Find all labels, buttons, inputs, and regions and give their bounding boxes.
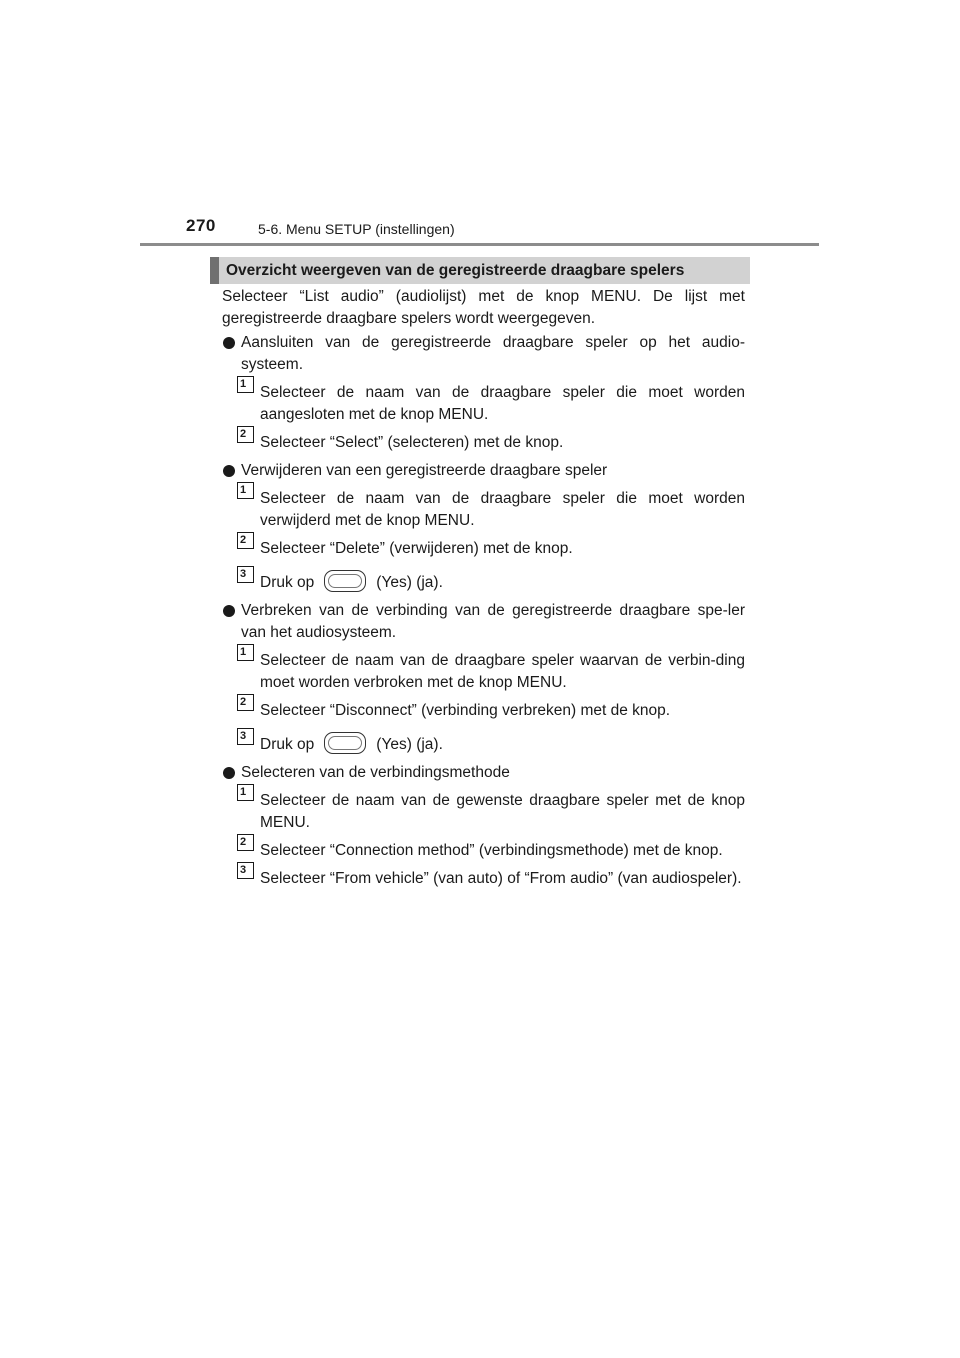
step-number-badge: 3 [237,862,254,879]
bullet-dot-icon [223,465,235,477]
step-text-before: Druk op [260,574,315,592]
step-item [222,534,745,560]
step-text: Selecteer “Select” (selecteren) met de knop. [260,434,564,451]
step-number-badge: 2 [237,532,254,549]
step-number-badge: 2 [237,426,254,443]
step-text: Selecteer “Disconnect” (verbinding verbreken) met de knop. [260,702,671,720]
step-item [222,646,745,694]
header-divider [140,243,819,246]
bullet-dot-icon [223,767,235,779]
intro-paragraph: Selecteer “List audio” (audiolijst) met de knop MENU. De lijst met geregistreerde draagbare spelers wordt weergegeven. [222,288,745,327]
step-number-badge: 1 [237,644,254,661]
step-number-badge: 2 [237,834,254,851]
step-number-badge: 1 [237,482,254,499]
bullet-item [222,762,745,784]
step-item [222,864,745,890]
bullet-dot-icon [223,337,235,349]
content-body [222,286,745,896]
instruction-group [222,460,745,594]
step-number-badge: 3 [237,566,254,583]
instruction-group [222,762,745,890]
step-item [222,568,745,594]
step-text: Selecteer de naam van de draagbare speler die moet worden verwijderd met de knop MENU. [260,490,745,529]
step-item [222,836,745,862]
bullet-text: Aansluiten van de geregistreerde draagbare speler op het audio-systeem. [241,334,745,373]
page-header [0,0,960,250]
section-label: 5-6. Menu SETUP (instellingen) [258,221,455,237]
step-text: Selecteer “Connection method” (verbindingsmethode) met de knop. [260,842,723,860]
step-text: Selecteer “From vehicle” (van auto) of “From audio” (van audiospeler). [260,870,742,888]
step-text: Selecteer de naam van de gewenste draagbare speler met de knop MENU. [260,792,745,832]
page-number: 270 [186,216,216,235]
step-text-after: (Yes) (ja). [376,574,443,592]
yes-button-icon [324,570,366,592]
instruction-group [222,600,745,756]
step-number-badge: 1 [237,784,254,801]
bullet-item [222,332,745,376]
bullet-text: Verbreken van de verbinding van de geregistreerde draagbare spe-ler van het audiosysteem. [241,602,745,642]
step-item [222,378,745,426]
step-item [222,786,745,834]
yes-button-icon [324,732,366,754]
step-text: Selecteer de naam van de draagbare speler waarvan de verbin-ding moet worden verbroken met de knop MENU. [260,652,745,692]
bullet-item [222,460,745,482]
step-number-badge: 1 [237,376,254,393]
section-title: Overzicht weergeven van de geregistreerde draagbare spelers [210,257,750,284]
step-number-badge: 2 [237,694,254,711]
step-text-before: Druk op [260,736,315,754]
step-number-badge: 3 [237,728,254,745]
step-text: Selecteer “Delete” (verwijderen) met de knop. [260,540,573,557]
step-item [222,484,745,532]
bullet-text: Verwijderen van een geregistreerde draagbare speler [241,462,608,479]
step-item [222,696,745,722]
step-text: Selecteer de naam van de draagbare speler die moet worden aangesloten met de knop MENU. [260,384,745,423]
bullet-dot-icon [223,605,235,617]
step-item [222,730,745,756]
step-text-after: (Yes) (ja). [376,736,443,754]
bullet-text: Selecteren van de verbindingsmethode [241,764,510,782]
bullet-item [222,600,745,644]
instruction-group [222,332,745,454]
step-item [222,428,745,454]
